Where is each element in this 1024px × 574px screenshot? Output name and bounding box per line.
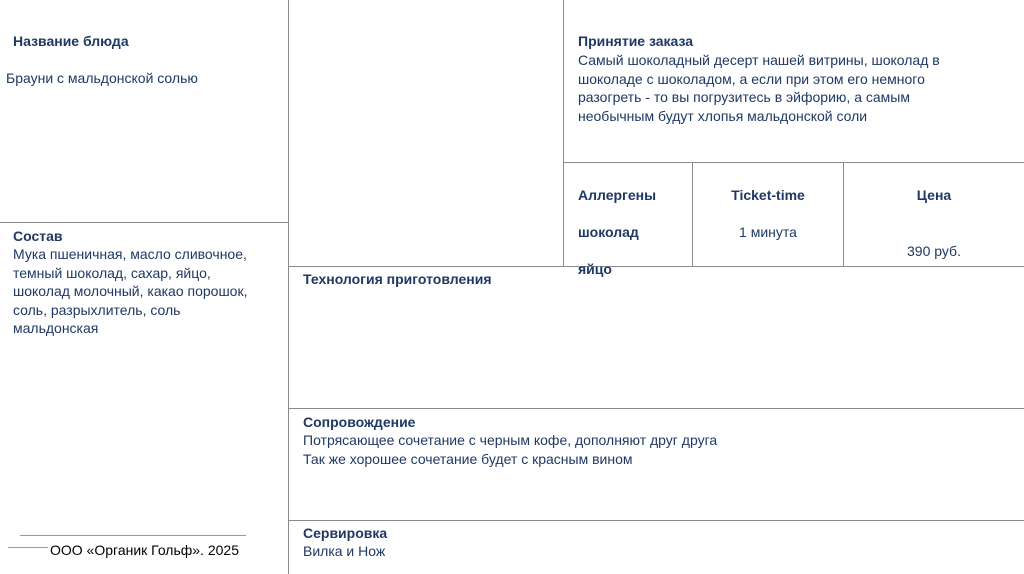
allergen-item-egg: яйцо [578,260,612,277]
divider-technology-bottom [288,408,1024,409]
footer-company: ООО «Органик Гольф». 2025 [50,542,239,558]
order-text: Самый шоколадный десерт нашей витрины, шоколад в шоколаде с шоколадом, а если при этом его немного разогреть - то вы погрузитесь в эйфорию, а самым необычным будут хлопья мальдонской соли [578,52,940,124]
price-block [844,167,1024,279]
allergens-title: Аллергены [578,186,657,203]
divider-left-column [288,0,289,574]
allergen-item-chocolate: шоколад [578,223,639,240]
divider-accompaniment-bottom [288,520,1024,521]
divider-left-middle [0,222,289,223]
dish-title: Название блюда [13,33,129,49]
order-title: Принятие заказа [578,33,694,49]
serving-title: Сервировка [303,525,388,541]
accompaniment-text: Потрясающее сочетание с черным кофе, дополняют друг друга Так же хорошее сочетание будет с красным вином [303,432,718,467]
allergens-block [578,167,656,297]
composition-title: Состав [13,228,63,244]
ticket-value: 1 минута [739,223,797,240]
footer-rule [20,535,246,536]
serving-text: Вилка и Нож [303,543,386,559]
technology-title: Технология приготовления [303,271,492,287]
ticket-title: Ticket-time [731,186,805,203]
divider-order-bottom [563,162,1024,163]
price-title: Цена [916,186,952,203]
price-value: 390 руб. [907,242,961,259]
footer-rule-short [8,547,48,548]
divider-top-right [563,0,564,266]
ticket-block [693,167,843,260]
composition-text: Мука пшеничная, масло сливочное, темный шоколад, сахар, яйцо, шоколад молочный, какао порошок, соль, разрыхлитель, соль мальдонская [13,246,248,336]
accompaniment-title: Сопровождение [303,414,416,430]
dish-name: Брауни с мальдонской солью [6,70,198,86]
